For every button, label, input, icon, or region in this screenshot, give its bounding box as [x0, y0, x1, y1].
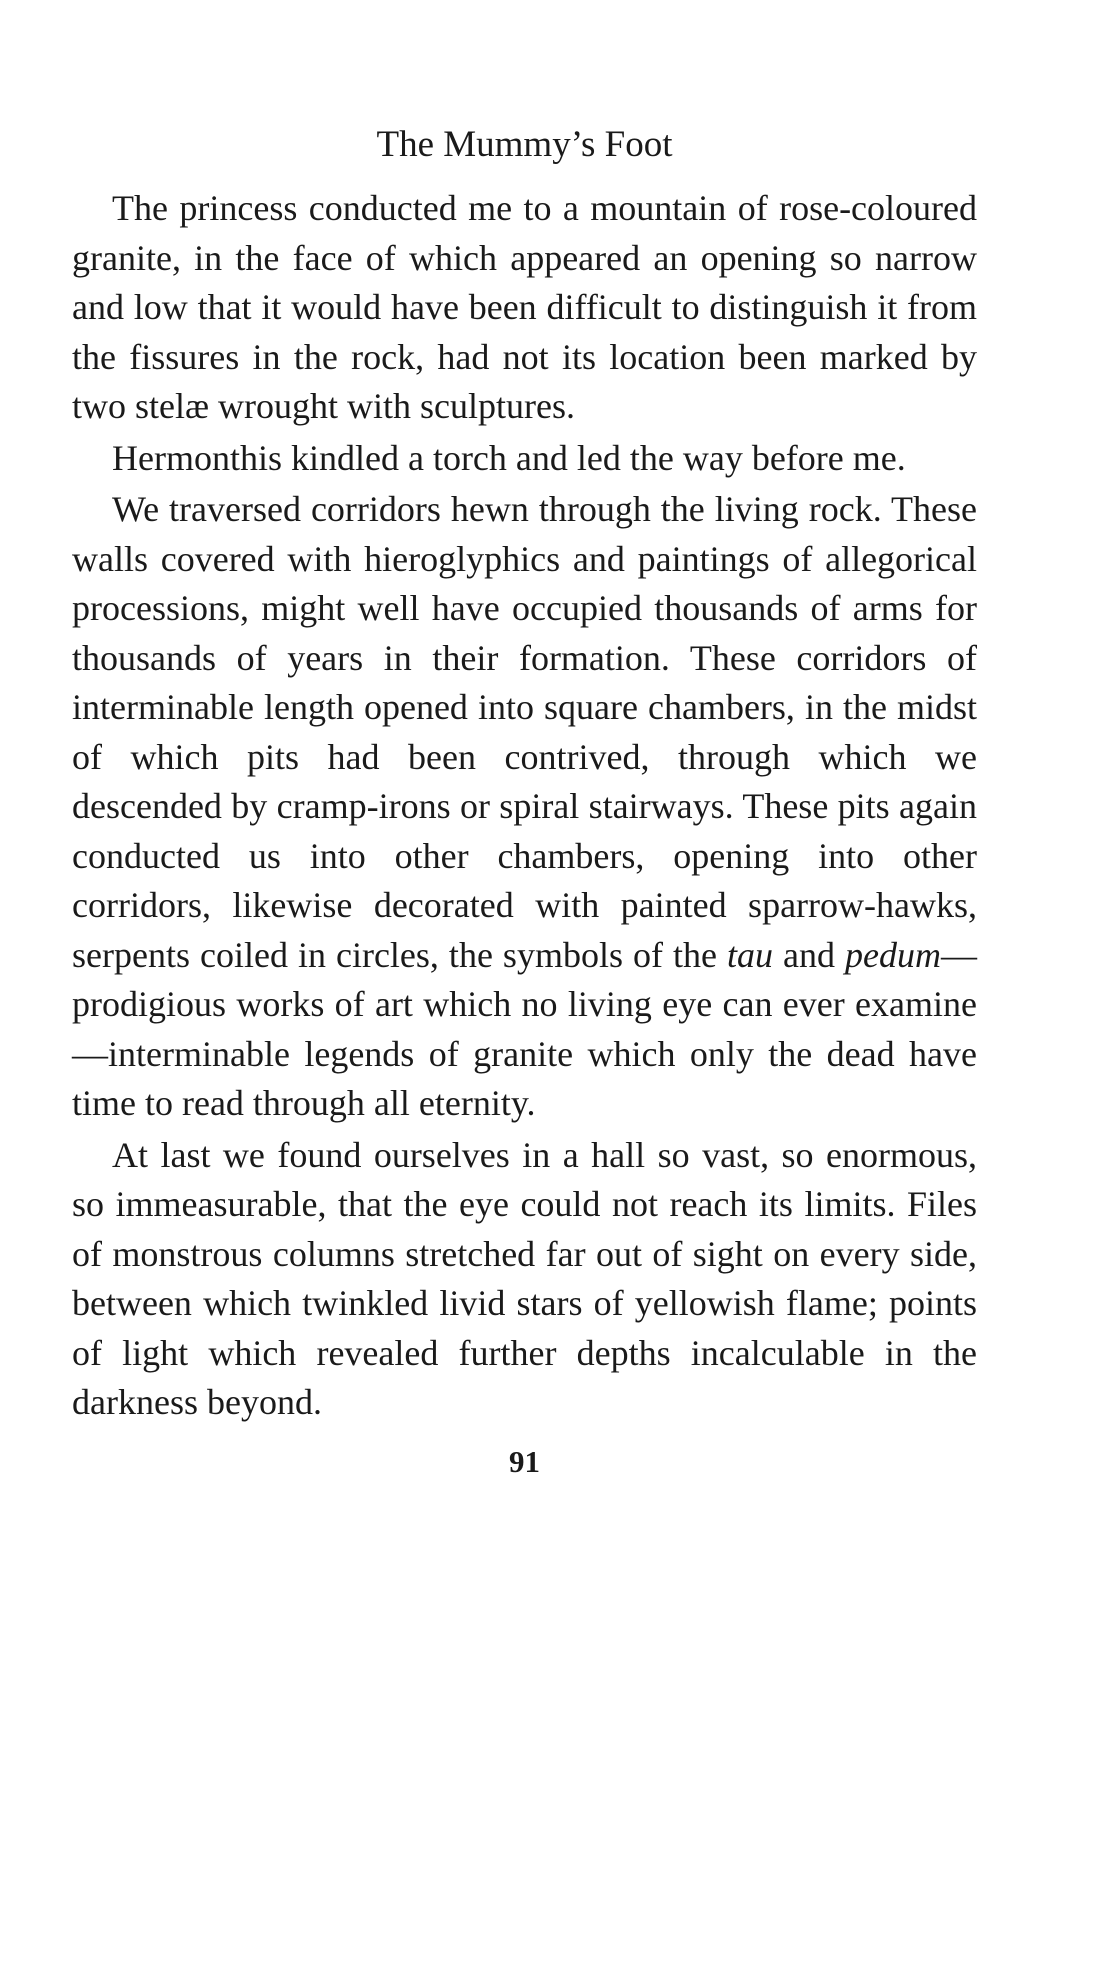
paragraph-1 — [72, 184, 977, 432]
paragraph-3-text-c: —prodigious works of art which no living eye can ever examine—interminable legends of granite which only the dead have time to read through all eternity. — [72, 934, 977, 1123]
page-number: 91 — [509, 1443, 540, 1479]
running-head: The Mummy’s Foot — [376, 124, 673, 165]
paragraph-1-text: The princess conducted me to a mountain of rose-coloured granite, in the face of which appeared an opening so narrow and low that it would have been difficult to distinguish it from the fissures in the rock, had not its location been marked by two stelæ wrought with sculptures. — [72, 188, 977, 426]
paragraph-2-text: Hermonthis kindled a torch and led the way before me. — [112, 437, 906, 478]
paragraph-3 — [72, 485, 977, 1129]
italic-tau: tau — [726, 934, 773, 975]
paragraph-3-text-b: and — [773, 934, 846, 975]
italic-pedum: pedum — [845, 934, 941, 975]
paragraph-3-text-a: We traversed corridors hewn through the living rock. These walls covered with hieroglyphics and paintings of allegorical processions, might well have occupied thousands of arms for thousands of years in their formation. These corridors of interminable length opened into square chambers, in the midst of which pits had been contrived, through which we descended by cramp-irons or spiral stairways. These pits again conducted us into other chambers, opening into other corridors, likewise decorated with painted sparrow-hawks, serpents coiled in circles, the symbols of the — [72, 489, 977, 975]
paragraph-2 — [72, 434, 977, 484]
paragraph-4 — [72, 1131, 977, 1428]
paragraph-4-text: At last we found ourselves in a hall so vast, so enormous, so immeasurable, that the eye could not reach its limits. Files of monstrous columns stretched far out of sight on every side, between which twinkled livid stars of yellowish flame; points of light which revealed further depths incalculable in the darkness beyond. — [72, 1134, 977, 1422]
book-page — [72, 120, 977, 1482]
